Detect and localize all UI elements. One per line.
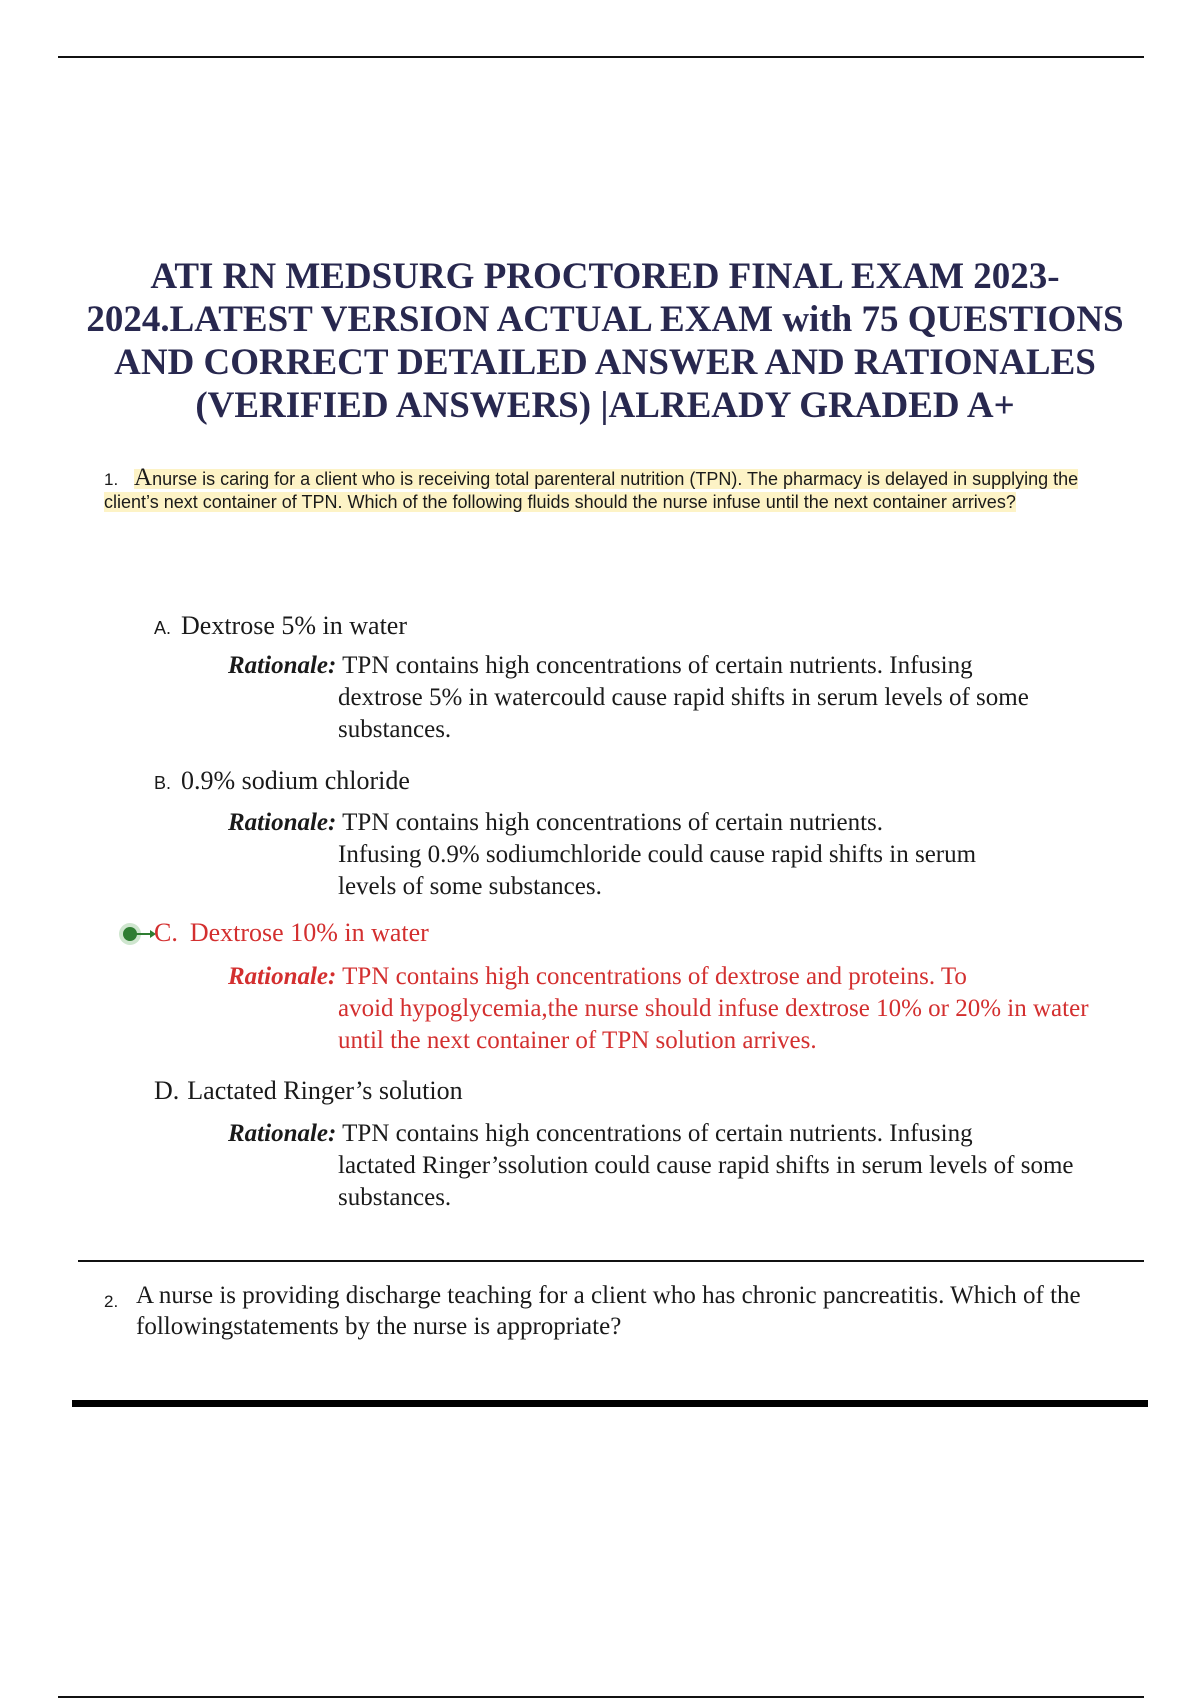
option-letter: A. [154,618,172,638]
document-title [60,255,1150,427]
option-letter: B. [154,773,172,793]
question-number: 2. [104,1292,119,1311]
answer-option-d [154,1076,463,1106]
correct-answer-marker-icon [116,919,156,949]
rationale-text: TPN contains high concentrations of certain nutrients. Infusing [342,1120,973,1147]
rationale-label: Rationale: [228,963,337,990]
option-text: 0.9% sodium chloride [181,766,410,795]
question-1 [104,466,1124,514]
rationale-text: TPN contains high concentrations of certain nutrients. [342,809,883,836]
question-2 [104,1280,1134,1342]
title-line: (VERIFIED ANSWERS) |ALREADY GRADED A+ [195,385,1015,426]
rationale-b [228,807,1098,903]
section-divider [72,1400,1148,1407]
option-text: Lactated Ringer’s solution [187,1076,463,1105]
answer-option-a [154,611,407,641]
answer-option-c-correct [154,918,429,948]
bottom-rule [58,1696,1144,1698]
question-text: A nurse is providing discharge teaching for a client who has chronic pancreatitis. Which of the followingstatements by the nurse is appropriate? [136,1282,1081,1340]
title-line: 2024.LATEST VERSION ACTUAL EXAM with 75 QUESTIONS [86,299,1124,340]
answer-option-b [154,766,410,796]
rationale-text: TPN contains high concentrations of dextrose and proteins. To [342,963,967,990]
rationale-continuation: lactated Ringer’ssolution could cause rapid shifts in serum levels of some substances. [338,1152,1074,1211]
rationale-c [228,961,1098,1057]
rationale-label: Rationale: [228,1120,337,1147]
rationale-continuation: Infusing 0.9% sodiumchloride could cause rapid shifts in serum levels of some substances. [338,841,977,900]
option-text: Dextrose 5% in water [181,611,407,640]
title-line: AND CORRECT DETAILED ANSWER AND RATIONALES [114,342,1096,383]
option-letter: C. [154,918,178,947]
title-line: ATI RN MEDSURG PROCTORED FINAL EXAM 2023- [150,256,1060,297]
question-number: 1. [104,470,119,489]
question-body: nurse is caring for a client who is receiving total parenteral nutrition (TPN). The pharmacy is delayed in supplying the client’s next container of TPN. Which of the following fluids should the nurse infuse until the next container arrives? [104,469,1079,512]
question-text [104,464,1079,512]
option-text: Dextrose 10% in water [189,918,429,947]
rationale-a [228,650,1098,746]
question-divider [78,1260,1144,1262]
rationale-d [228,1118,1098,1214]
rationale-text: TPN contains high concentrations of certain nutrients. Infusing [342,652,973,679]
rationale-label: Rationale: [228,809,337,836]
question-first-letter: A [134,464,153,491]
rationale-label: Rationale: [228,652,337,679]
top-rule [58,56,1144,58]
rationale-continuation: dextrose 5% in watercould cause rapid shifts in serum levels of some substances. [338,684,1029,743]
rationale-continuation: avoid hypoglycemia,the nurse should infuse dextrose 10% or 20% in water until the next container of TPN solution arrives. [338,995,1089,1054]
option-letter: D. [154,1076,180,1105]
